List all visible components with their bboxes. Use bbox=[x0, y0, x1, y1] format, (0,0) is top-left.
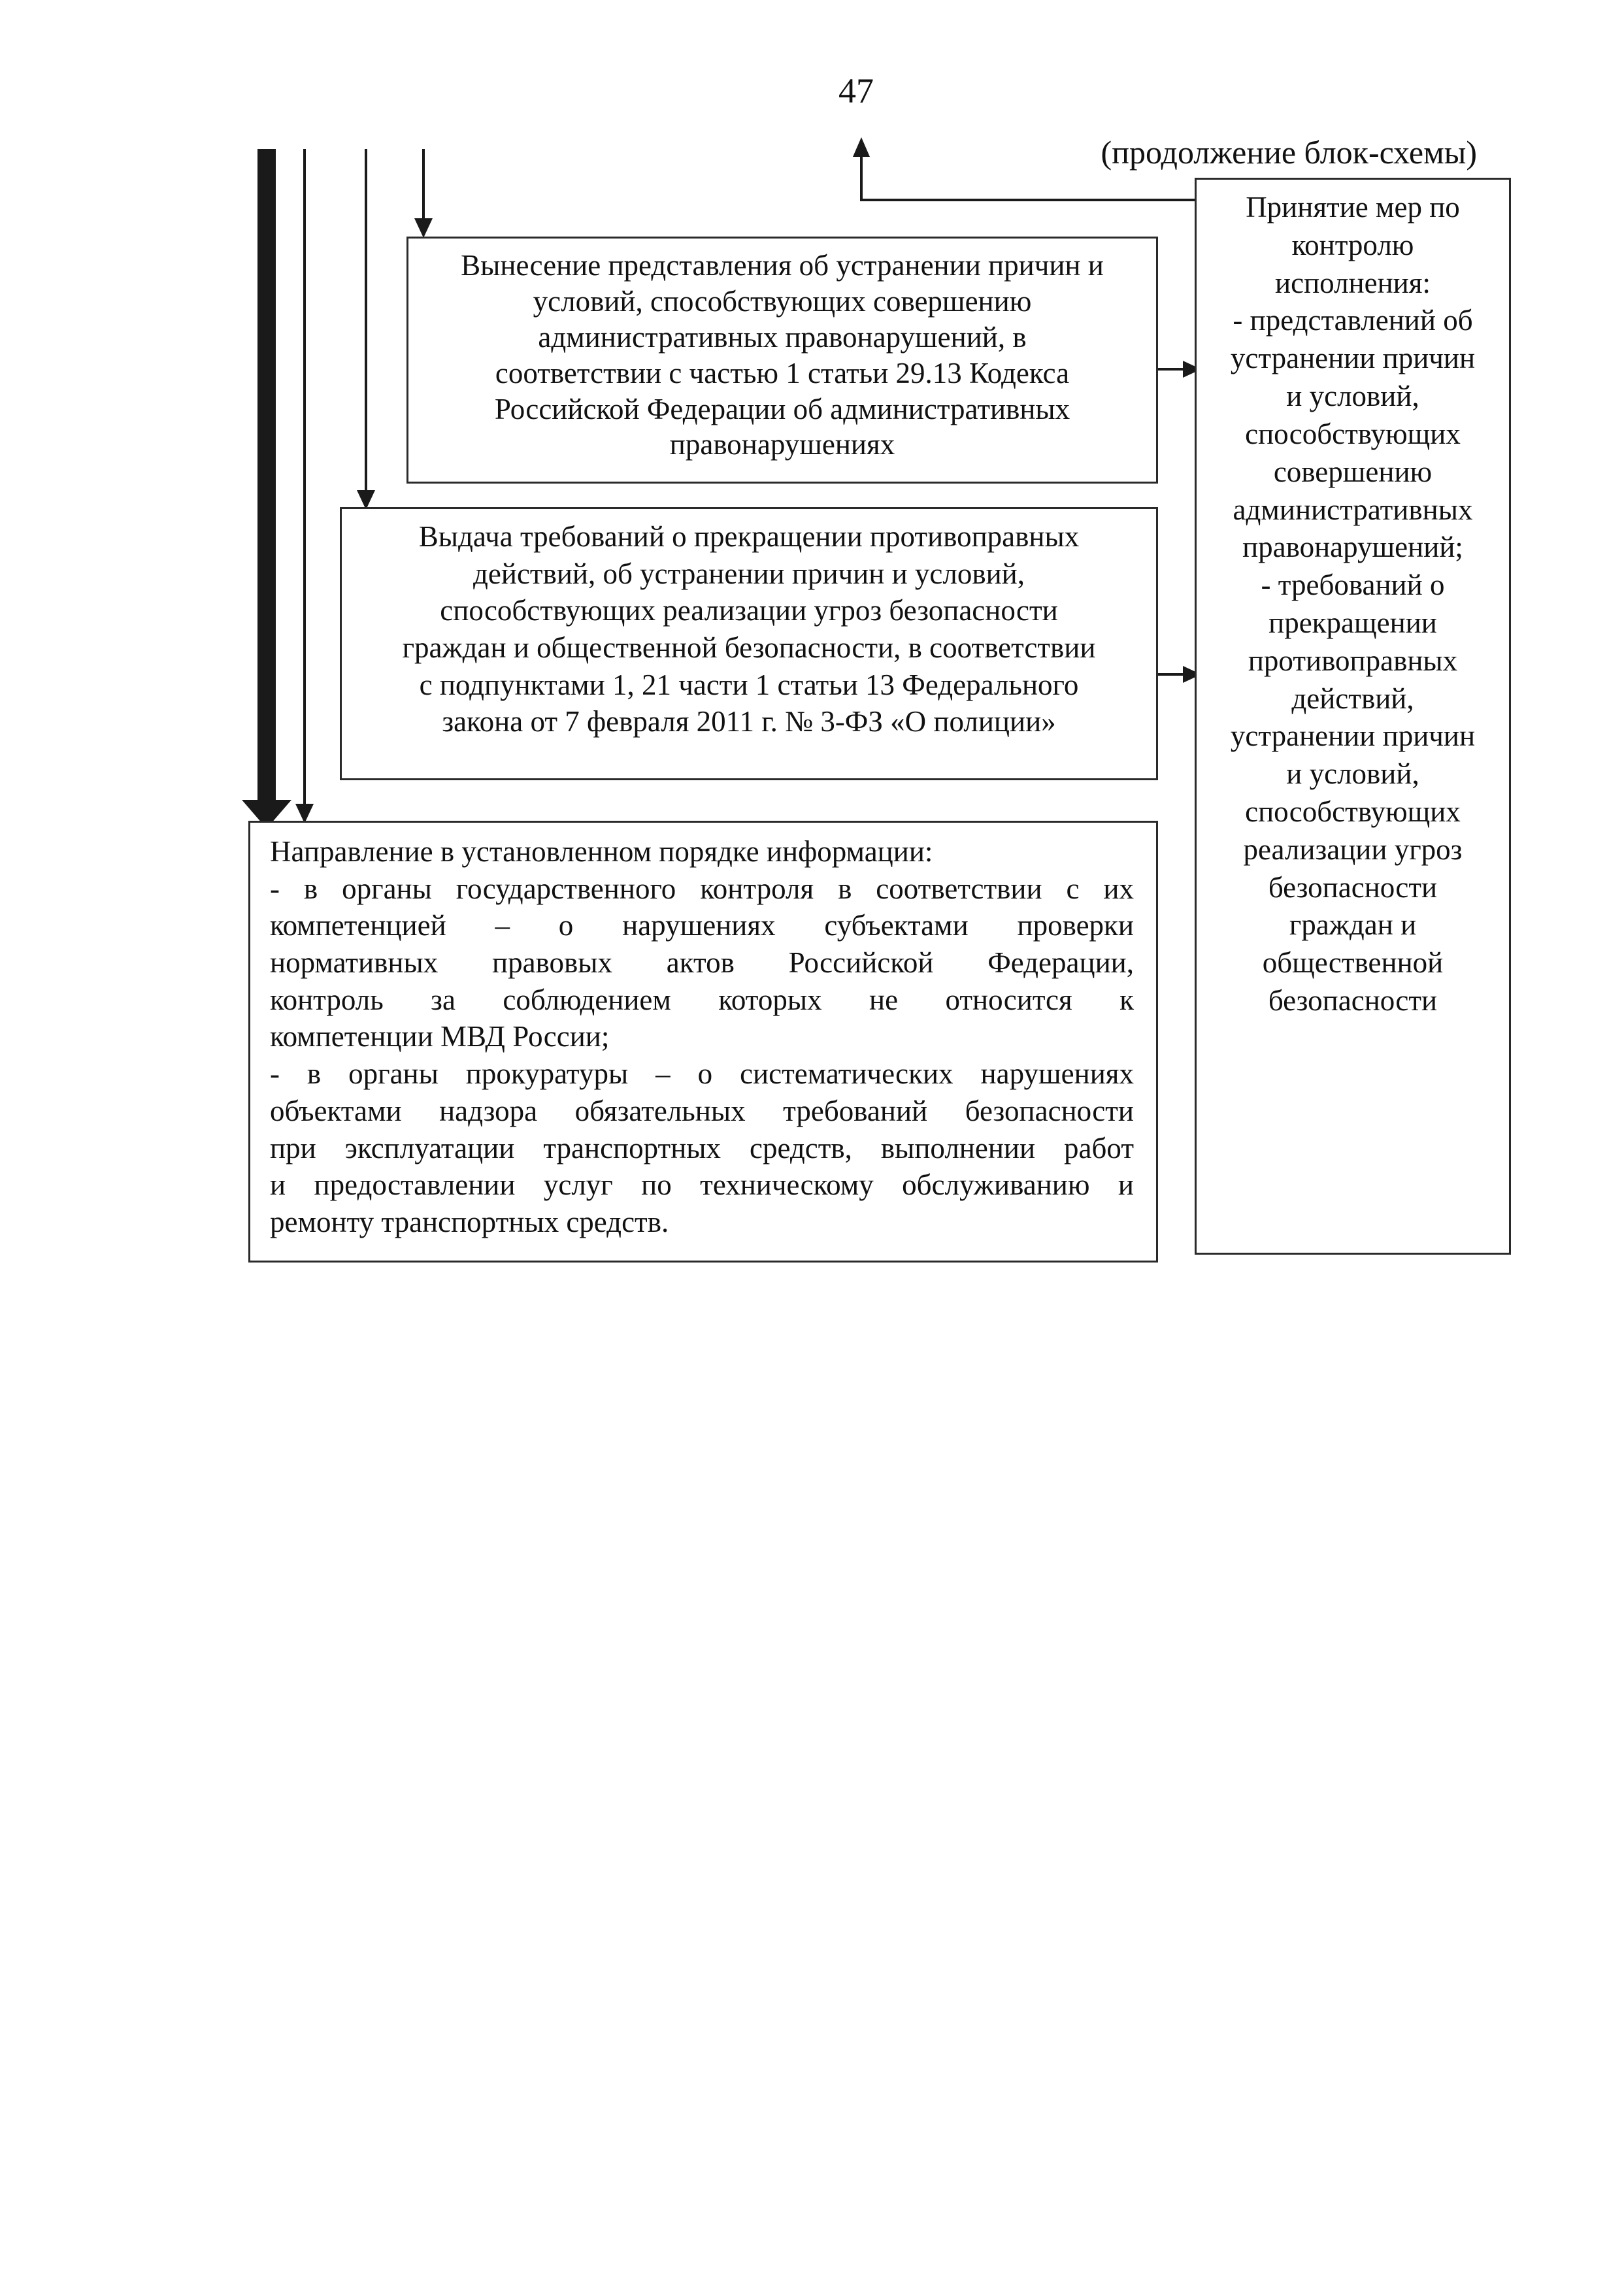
information-line: при эксплуатации транспортных средств, выполнении работ bbox=[270, 1131, 1134, 1164]
requirements-box bbox=[340, 507, 1158, 780]
requirements-text: Выдача требований о прекращении противоправных действий, об устранении причин и условий, способствующих реализации угроз безопасности граждан и общественной безопасности, в соответствии с подпунктами 1, 21 части 1 статьи 13 Федерального закона от 7 февраля 2011 г. № 3-ФЗ «О полиции» bbox=[402, 520, 1096, 738]
information-line: - в органы прокуратуры – о систематических нарушениях bbox=[270, 1057, 1134, 1091]
control-box bbox=[1195, 178, 1511, 1255]
representation-text: Вынесение представления об устранении причин и условий, способствующих совершению административных правонарушений, в соответствии с частью 1 статьи 29.13 Кодекса Российской Федерации об административных правонарушениях bbox=[461, 249, 1104, 461]
continuation-label: (продолжение блок-схемы) bbox=[1101, 134, 1477, 171]
representation-box bbox=[406, 237, 1158, 484]
information-line: ремонту транспортных средств. bbox=[270, 1205, 669, 1238]
information-line: компетенции МВД России; bbox=[270, 1020, 610, 1053]
information-line: компетенцией – о нарушениях субъектами проверки bbox=[270, 909, 1134, 942]
down-arrow-to-requirements bbox=[357, 149, 375, 510]
control-text: Принятие мер по контролю исполнения: - представлений об устранении причин и условий, способствующих совершению административных правонарушений; - требований о прекращении противоправных действий, устранении причин и условий, способствующих реализации угроз безопасности граждан и общественной безопасности bbox=[1230, 191, 1476, 1017]
thick-down-arrow bbox=[242, 149, 291, 829]
information-box bbox=[248, 821, 1158, 1263]
information-text bbox=[250, 823, 1156, 1241]
information-line: нормативных правовых актов Российской Федерации, bbox=[270, 946, 1134, 980]
information-line: и предоставлении услуг по техническому обслуживанию и bbox=[270, 1168, 1134, 1202]
down-arrow-to-information bbox=[295, 149, 314, 823]
information-line: объектами надзора обязательных требований безопасности bbox=[270, 1094, 1134, 1127]
arrow-control-to-previous-page bbox=[853, 137, 1196, 200]
information-line: Направление в установленном порядке информации: bbox=[270, 835, 933, 868]
information-line: контроль за соблюдением которых не относится к bbox=[270, 983, 1134, 1016]
down-arrow-to-representation bbox=[414, 149, 433, 238]
page-number: 47 bbox=[838, 71, 874, 110]
information-line: - в органы государственного контроля в соответствии с их bbox=[270, 872, 1134, 905]
